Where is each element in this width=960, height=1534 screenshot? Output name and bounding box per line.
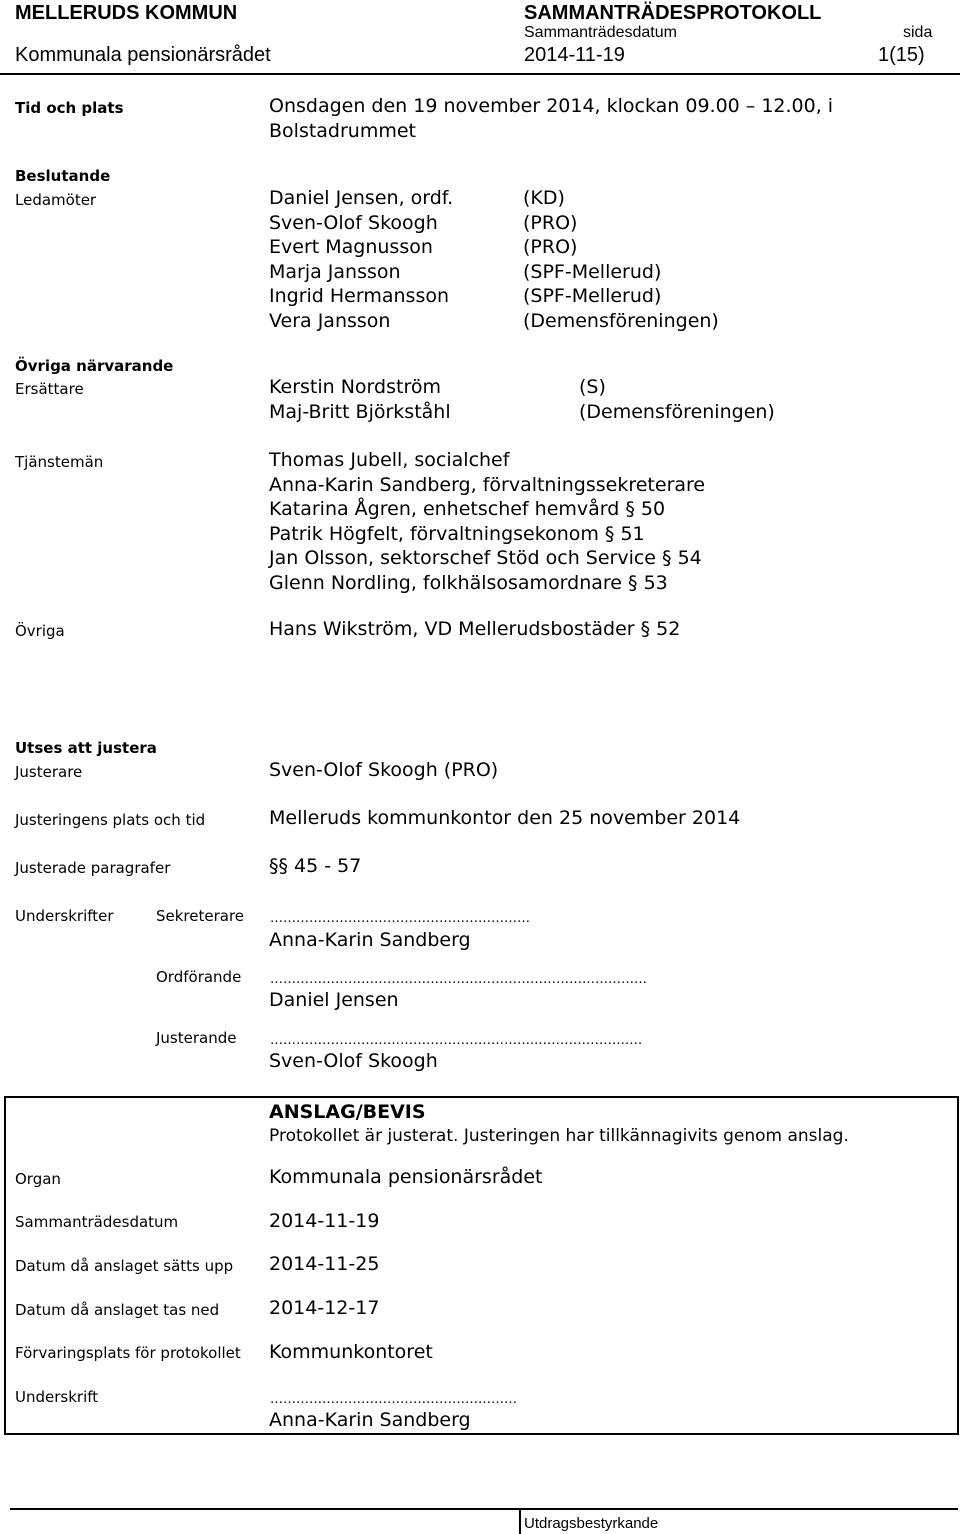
members-names [269, 186, 453, 333]
member-name: Vera Jansson [269, 309, 391, 332]
adjuster-role: Justerande [156, 1029, 237, 1047]
secretary-signature-line: …………………………………………………… [270, 911, 530, 926]
footer-divider [10, 1508, 958, 1510]
official: Katarina Ågren, enhetschef hemvård § 50 [269, 498, 666, 520]
storage-label: Förvaringsplats för protokollet [15, 1344, 241, 1362]
member-party: (PRO) [523, 211, 578, 234]
members-parties [523, 186, 719, 333]
footer-text: Utdragsbestyrkande [524, 1515, 659, 1532]
substitute-name: Kerstin Nordström [269, 376, 441, 398]
adjuster-label: Justerare [15, 763, 83, 781]
notice-signature-line: ………………………………………………… [270, 1392, 517, 1407]
paragraphs-value: §§ 45 - 57 [269, 855, 362, 877]
org-name: MELLERUDS KOMMUN [15, 2, 238, 24]
member-party: (KD) [523, 187, 565, 209]
removed-label: Datum då anslaget tas ned [15, 1301, 220, 1319]
official: Anna-Karin Sandberg, förvaltningssekreterare [269, 473, 706, 496]
organ-value: Kommunala pensionärsrådet [269, 1166, 543, 1188]
member-party: (PRO) [523, 236, 578, 258]
removed-value: 2014-12-17 [269, 1297, 380, 1319]
page-number: 1(15) [878, 44, 925, 66]
adjuster-sign-name: Sven-Olof Skoogh [269, 1050, 438, 1072]
date-label: Sammanträdesdatum [524, 24, 677, 41]
place-time-value: Melleruds kommunkontor den 25 november 2014 [269, 807, 741, 829]
doc-type: SAMMANTRÄDESPROTOKOLL [524, 2, 822, 24]
posted-value: 2014-11-25 [269, 1253, 380, 1275]
official: Glenn Nordling, folkhälsosamordnare § 53 [269, 571, 668, 594]
notice-signature-name: Anna-Karin Sandberg [269, 1409, 471, 1431]
time-place-label: Tid och plats [15, 99, 124, 117]
meeting-date: 2014-11-19 [524, 44, 625, 66]
storage-value: Kommunkontoret [269, 1341, 433, 1363]
page-label: sida [903, 24, 933, 41]
substitutes-label: Ersättare [15, 380, 84, 398]
decision-heading: Beslutande [15, 167, 111, 185]
member-name: Ingrid Hermansson [269, 285, 450, 307]
paragraphs-label: Justerade paragrafer [15, 859, 171, 877]
member-party: (Demensföreningen) [523, 309, 719, 332]
official: Jan Olsson, sektorschef Stöd och Service § 54 [269, 547, 702, 569]
substitute-party: (S) [579, 376, 606, 398]
header-divider [0, 73, 960, 75]
time-place-line1: Onsdagen den 19 november 2014, klockan 09.00 – 12.00, i [269, 95, 834, 117]
chair-name: Daniel Jensen [269, 989, 399, 1011]
committee-name: Kommunala pensionärsrådet [15, 44, 271, 66]
footer-separator [519, 1510, 521, 1534]
notice-signature-label: Underskrift [15, 1388, 99, 1406]
member-party: (SPF-Mellerud) [523, 260, 662, 283]
official: Thomas Jubell, socialchef [269, 449, 510, 471]
substitute-names [269, 375, 451, 424]
members-label: Ledamöter [15, 191, 97, 209]
notice-title: ANSLAG/BEVIS [269, 1101, 426, 1123]
member-name: Daniel Jensen, ordf. [269, 187, 454, 209]
secretary-name: Anna-Karin Sandberg [269, 929, 471, 951]
secretary-role: Sekreterare [156, 907, 245, 925]
member-name: Evert Magnusson [269, 236, 433, 258]
signatures-label: Underskrifter [15, 907, 114, 925]
member-party: (SPF-Mellerud) [523, 285, 662, 307]
notice-date-label: Sammanträdesdatum [15, 1213, 179, 1231]
substitute-name: Maj-Britt Björkståhl [269, 400, 451, 423]
adjuster-signature-line: ……………………………………………………..…………………… [270, 1033, 643, 1048]
officials-list [269, 448, 705, 595]
others-value: Hans Wikström, VD Mellerudsbostäder § 52 [269, 618, 681, 640]
chair-signature-line: …………………………………………………………………………… [270, 972, 647, 987]
adjustment-heading: Utses att justera [15, 739, 157, 757]
time-place-line2: Bolstadrummet [269, 120, 416, 142]
posted-label: Datum då anslaget sätts upp [15, 1257, 234, 1275]
officials-label: Tjänstemän [15, 453, 104, 471]
substitute-party: (Demensföreningen) [579, 400, 775, 423]
place-time-label: Justeringens plats och tid [15, 811, 206, 829]
substitute-parties [579, 375, 775, 424]
others-heading: Övriga närvarande [15, 357, 174, 375]
member-name: Marja Jansson [269, 260, 401, 283]
notice-statement: Protokollet är justerat. Justeringen har tillkännagivits genom anslag. [269, 1126, 849, 1146]
others-label: Övriga [15, 622, 65, 640]
organ-label: Organ [15, 1170, 61, 1188]
adjuster-value: Sven-Olof Skoogh (PRO) [269, 759, 499, 781]
member-name: Sven-Olof Skoogh [269, 211, 438, 234]
official: Patrik Högfelt, förvaltningsekonom § 51 [269, 522, 645, 545]
notice-date-value: 2014-11-19 [269, 1210, 380, 1232]
chair-role: Ordförande [156, 968, 242, 986]
